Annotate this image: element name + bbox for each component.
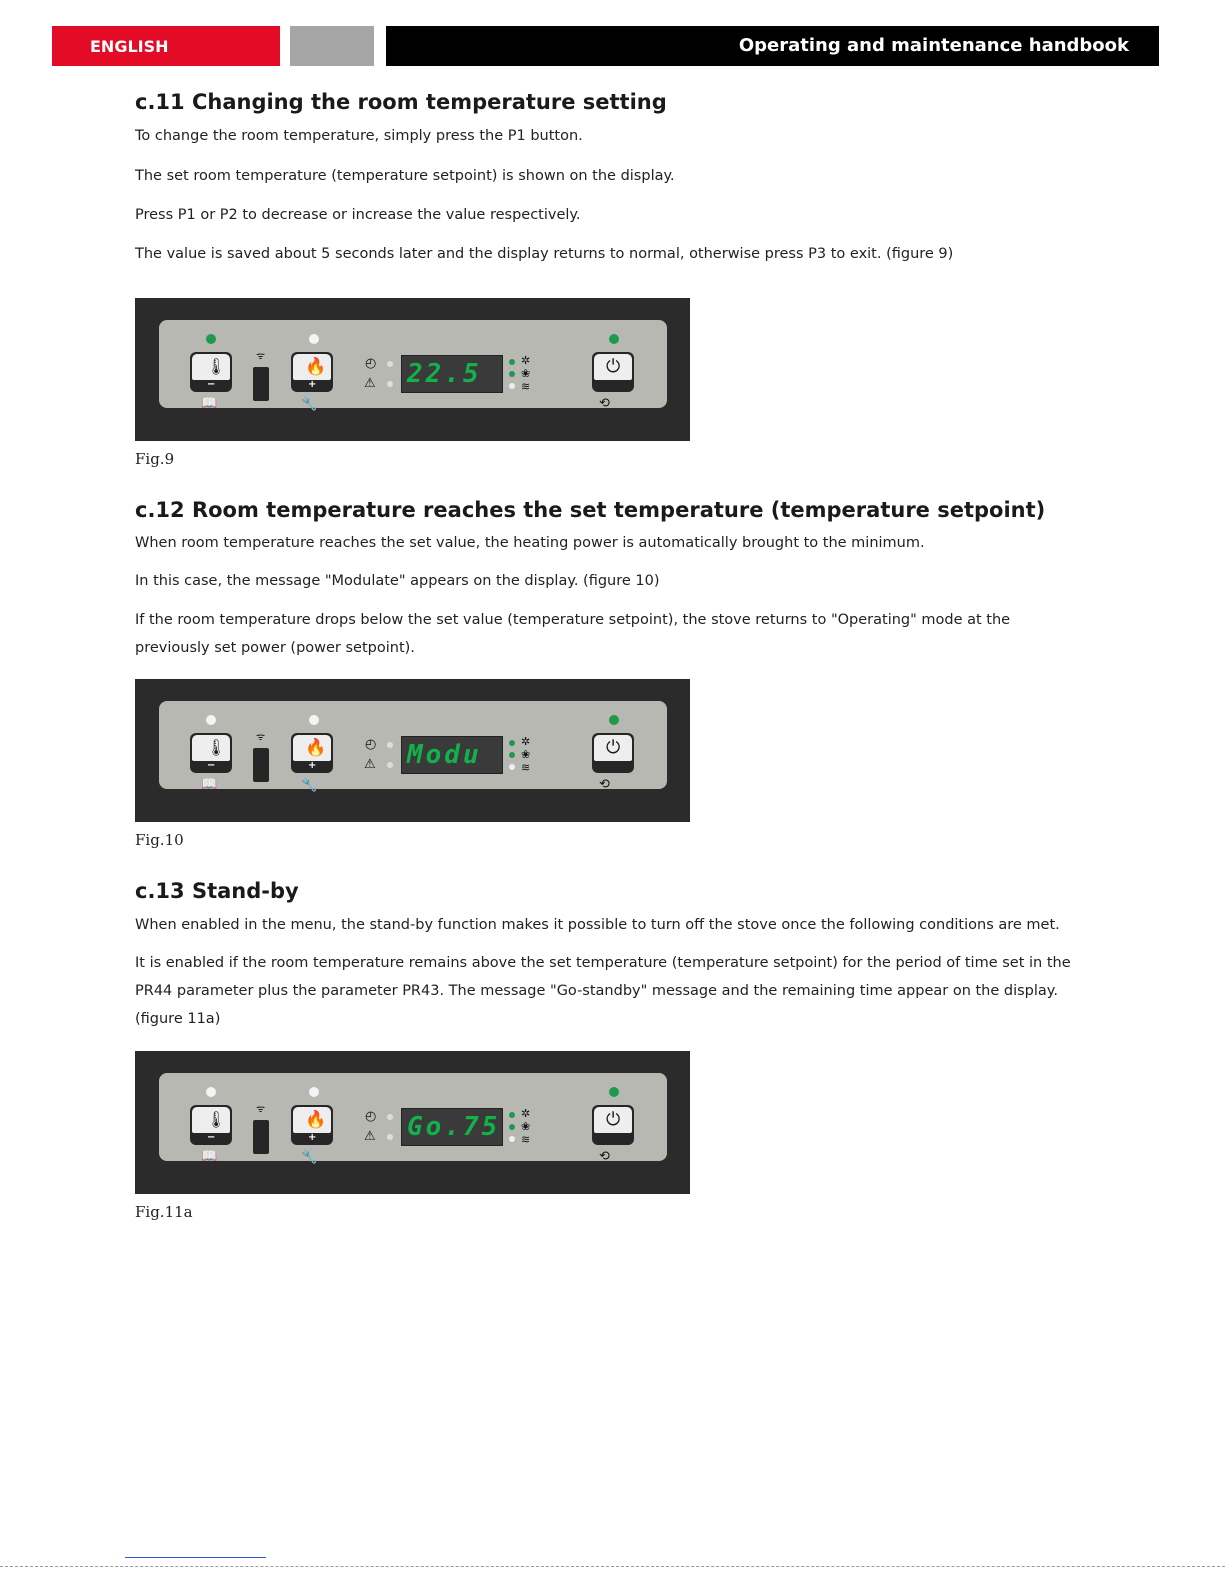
- control-panel-figure: [135, 298, 690, 441]
- paragraph: The set room temperature (temperature setpoint) is shown on the display.: [135, 168, 675, 184]
- p3-power-button[interactable]: [592, 352, 634, 392]
- section-heading: c.13 Stand-by: [135, 879, 299, 903]
- warning-icon: ⚠: [364, 757, 376, 772]
- pump-led: [509, 371, 515, 377]
- thermometer-icon: 🌡: [206, 738, 227, 757]
- p1-button[interactable]: [190, 1105, 232, 1145]
- cycle-arrow-icon: ⟲: [599, 777, 610, 792]
- resistance-led: [509, 1136, 515, 1142]
- footer-link-underline: [125, 1557, 266, 1558]
- panel-face: [159, 701, 667, 793]
- led-p1: [206, 715, 216, 725]
- led-p2: [309, 715, 319, 725]
- section-heading: c.12 Room temperature reaches the set temperature (temperature setpoint): [135, 498, 1046, 522]
- paragraph: To change the room temperature, simply press the P1 button.: [135, 128, 583, 144]
- resistance-icon: ≋: [521, 1133, 531, 1146]
- led-p1: [206, 334, 216, 344]
- language-tab: [52, 26, 280, 66]
- plus-icon: +: [308, 760, 317, 771]
- fan-led: [509, 740, 515, 746]
- clock-icon: ◴: [365, 737, 377, 752]
- clock-led: [387, 742, 393, 748]
- cycle-arrow-icon: ⟲: [599, 396, 610, 411]
- led-p3: [609, 334, 619, 344]
- handbook-title: Operating and maintenance handbook: [738, 35, 1129, 56]
- p3-power-button[interactable]: [592, 733, 634, 773]
- book-icon: 📖: [201, 1149, 218, 1164]
- thermometer-icon: 🌡: [206, 357, 227, 376]
- warning-led: [387, 1134, 393, 1140]
- p1-button[interactable]: [190, 352, 232, 392]
- paragraph: The value is saved about 5 seconds later and the display returns to normal, otherwise press P3 to exit. (figure 9): [135, 246, 954, 262]
- flame-icon: 🔥: [305, 357, 327, 377]
- paragraph: Press P1 or P2 to decrease or increase the value respectively.: [135, 207, 581, 223]
- fan-icon: ✲: [521, 735, 531, 748]
- digital-display: [401, 736, 503, 774]
- resistance-led: [509, 764, 515, 770]
- fan-led: [509, 359, 515, 365]
- receiver-slot: [253, 748, 269, 782]
- p2-button[interactable]: [291, 733, 333, 773]
- resistance-icon: ≋: [521, 380, 531, 393]
- paragraph: If the room temperature drops below the set value (temperature setpoint), the stove returns to "Operating" mode at the previously set power (power setpoint).: [135, 612, 1011, 656]
- power-icon: ⏻: [606, 356, 621, 377]
- led-p3: [609, 715, 619, 725]
- fan-led: [509, 1112, 515, 1118]
- minus-icon: −: [207, 760, 216, 771]
- signal-icon: ᯤ: [256, 1104, 266, 1115]
- header-title-bar: [386, 26, 1159, 66]
- cycle-arrow-icon: ⟲: [599, 1149, 610, 1164]
- digital-display: [401, 355, 503, 393]
- book-icon: 📖: [201, 777, 218, 792]
- paragraph: It is enabled if the room temperature remains above the set temperature (temperature setpoint) for the period of time set in the PR44 parameter plus the parameter PR43. The message "Go-standby" message and the remaining time appear on the display. (figure 11a): [135, 955, 1071, 1027]
- signal-icon: ᯤ: [256, 351, 266, 362]
- minus-icon: −: [207, 1132, 216, 1143]
- pump-led: [509, 1124, 515, 1130]
- panel-face: [159, 320, 667, 412]
- p1-button[interactable]: [190, 733, 232, 773]
- control-panel-figure: [135, 1051, 690, 1194]
- thermometer-icon: 🌡: [206, 1110, 227, 1129]
- figure-caption: Fig.9: [135, 450, 175, 468]
- warning-led: [387, 762, 393, 768]
- receiver-slot: [253, 1120, 269, 1154]
- book-icon: 📖: [201, 396, 218, 411]
- pump-icon: ❀: [521, 748, 531, 761]
- warning-led: [387, 381, 393, 387]
- led-p1: [206, 1087, 216, 1097]
- minus-icon: −: [207, 379, 216, 390]
- language-label: ENGLISH: [90, 37, 169, 56]
- display-readout: Modu: [407, 740, 482, 770]
- plus-icon: +: [308, 1132, 317, 1143]
- clock-icon: ◴: [365, 1109, 377, 1124]
- signal-icon: ᯤ: [256, 732, 266, 743]
- display-readout: 22.5: [407, 359, 482, 389]
- wrench-icon: 🔧: [301, 1150, 318, 1165]
- p3-power-button[interactable]: [592, 1105, 634, 1145]
- wrench-icon: 🔧: [301, 778, 318, 793]
- fan-icon: ✲: [521, 354, 531, 367]
- led-p3: [609, 1087, 619, 1097]
- wrench-icon: 🔧: [301, 397, 318, 412]
- display-readout: Go.75: [407, 1112, 501, 1142]
- panel-face: [159, 1073, 667, 1165]
- paragraph: In this case, the message "Modulate" appears on the display. (figure 10): [135, 573, 660, 589]
- receiver-slot: [253, 367, 269, 401]
- power-icon: ⏻: [606, 737, 621, 758]
- footer-divider: [0, 1566, 1225, 1567]
- digital-display: [401, 1108, 503, 1146]
- resistance-icon: ≋: [521, 761, 531, 774]
- flame-icon: 🔥: [305, 738, 327, 758]
- header-grey-block: [290, 26, 374, 66]
- p2-button[interactable]: [291, 1105, 333, 1145]
- flame-icon: 🔥: [305, 1110, 327, 1130]
- figure-caption: Fig.10: [135, 831, 184, 849]
- warning-icon: ⚠: [364, 1129, 376, 1144]
- resistance-led: [509, 383, 515, 389]
- warning-icon: ⚠: [364, 376, 376, 391]
- pump-led: [509, 752, 515, 758]
- clock-icon: ◴: [365, 356, 377, 371]
- pump-icon: ❀: [521, 1120, 531, 1133]
- led-p2: [309, 1087, 319, 1097]
- section-heading: c.11 Changing the room temperature setting: [135, 90, 667, 114]
- p2-button[interactable]: [291, 352, 333, 392]
- led-p2: [309, 334, 319, 344]
- pump-icon: ❀: [521, 367, 531, 380]
- paragraph: When enabled in the menu, the stand-by function makes it possible to turn off the stove once the following conditions are met.: [135, 917, 1060, 933]
- control-panel-figure: [135, 679, 690, 822]
- fan-icon: ✲: [521, 1107, 531, 1120]
- clock-led: [387, 1114, 393, 1120]
- clock-led: [387, 361, 393, 367]
- paragraph: When room temperature reaches the set value, the heating power is automatically brought to the minimum.: [135, 535, 925, 551]
- power-icon: ⏻: [606, 1109, 621, 1130]
- figure-caption: Fig.11a: [135, 1203, 193, 1221]
- plus-icon: +: [308, 379, 317, 390]
